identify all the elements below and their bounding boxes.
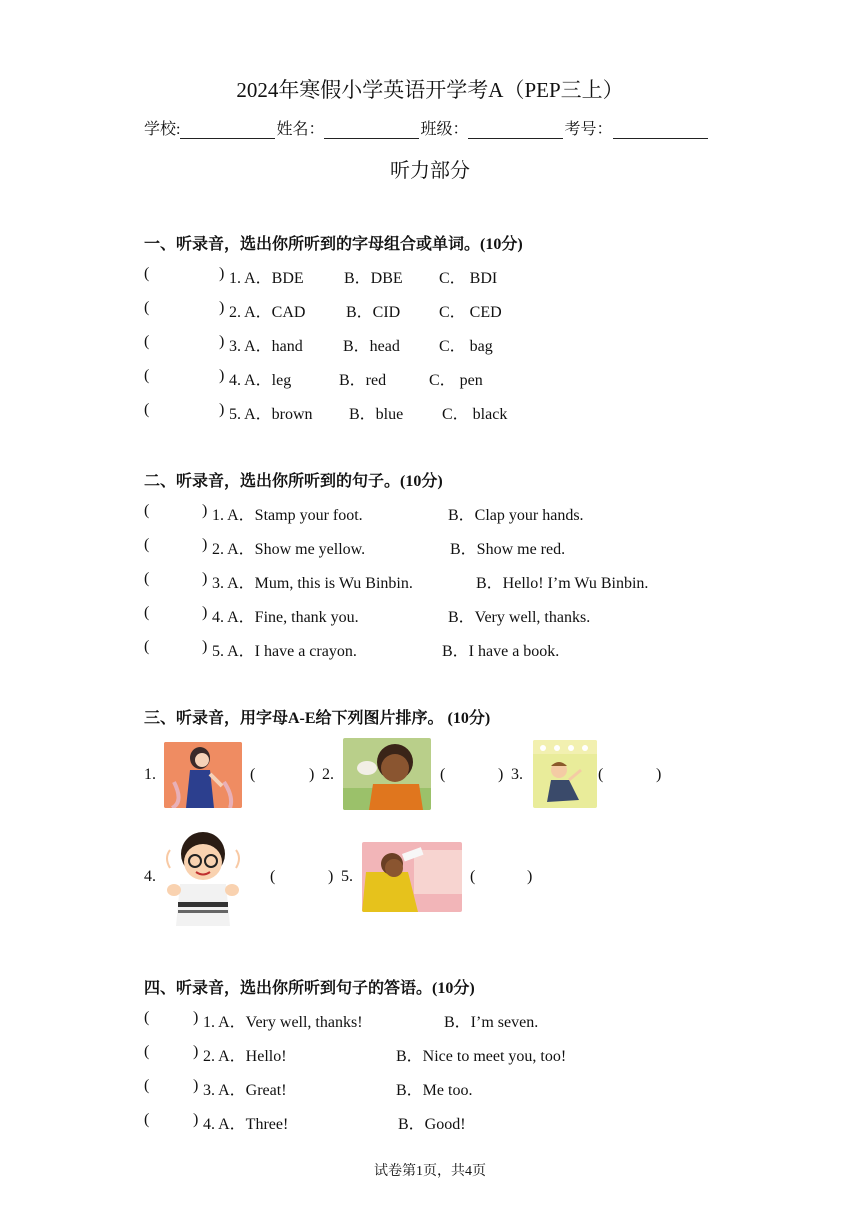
- picture-label-2: 2.: [322, 766, 334, 783]
- option-b: B．I have a book.: [442, 643, 560, 660]
- class-blank[interactable]: [468, 120, 563, 139]
- class-label: 班级：: [420, 121, 469, 138]
- boy-with-glasses-picture: [162, 828, 244, 926]
- answer-open-paren: (: [440, 766, 446, 783]
- option-c: C． pen: [429, 372, 483, 389]
- option-b: B．Very well, thanks.: [448, 609, 591, 626]
- name-label: 姓名：: [276, 121, 325, 138]
- number-label: 考号：: [564, 121, 613, 138]
- option-c: C． black: [442, 406, 508, 423]
- option-b: B．red: [339, 372, 387, 389]
- option-a: 1. A．BDE: [229, 270, 304, 287]
- school-blank[interactable]: [180, 120, 275, 139]
- answer-close-paren: ): [193, 1043, 199, 1060]
- answer-close-paren: ): [193, 1077, 199, 1094]
- answer-open-paren: (: [250, 766, 256, 783]
- option-c: C． CED: [439, 304, 502, 321]
- section1-heading: 一、听录音，选出你所听到的字母组合或单词。(10分): [144, 236, 523, 253]
- answer-open-paren: (: [144, 1009, 150, 1026]
- option-b: B．DBE: [344, 270, 403, 287]
- answer-open-paren: (: [144, 502, 150, 519]
- option-a: 5. A．I have a crayon.: [212, 643, 357, 660]
- answer-open-paren: (: [144, 333, 150, 350]
- option-b: B．blue: [349, 406, 404, 423]
- answer-close-paren: ): [202, 570, 208, 587]
- option-b: B．Me too.: [396, 1082, 473, 1099]
- answer-close-paren: ): [219, 265, 225, 282]
- answer-open-paren: (: [144, 1077, 150, 1094]
- option-b: B．Nice to meet you, too!: [396, 1048, 567, 1065]
- section4-heading: 四、听录音，选出你所听到句子的答语。(10分): [144, 980, 475, 997]
- answer-open-paren: (: [144, 604, 150, 621]
- page-footer: 试卷第1页，共4页: [374, 1164, 486, 1179]
- answer-close-paren: ): [193, 1111, 199, 1128]
- picture-label-3: 3.: [511, 766, 523, 783]
- option-a: 2. A．CAD: [229, 304, 306, 321]
- section2-heading: 二、听录音，选出你所听到的句子。(10分): [144, 473, 443, 490]
- option-a: 4. A．Three!: [203, 1116, 289, 1133]
- answer-open-paren: (: [144, 401, 150, 418]
- option-b: B．CID: [346, 304, 401, 321]
- answer-open-paren: (: [144, 265, 150, 282]
- answer-open-paren: (: [144, 1043, 150, 1060]
- answer-close-paren: ): [219, 367, 225, 384]
- answer-open-paren: (: [470, 868, 476, 885]
- answer-close-paren: ): [193, 1009, 199, 1026]
- answer-close-paren: ): [219, 299, 225, 316]
- number-blank[interactable]: [613, 120, 708, 139]
- option-c: C． BDI: [439, 270, 498, 287]
- option-a: 2. A．Hello!: [203, 1048, 287, 1065]
- option-b: B．I’m seven.: [444, 1014, 539, 1031]
- option-b: B．Hello! I’m Wu Binbin.: [476, 575, 649, 592]
- option-a: 4. A．Fine, thank you.: [212, 609, 359, 626]
- answer-open-paren: (: [144, 536, 150, 553]
- name-blank[interactable]: [324, 120, 419, 139]
- picture-label-5: 5.: [341, 868, 353, 885]
- answer-close-paren: ): [656, 766, 662, 783]
- option-b: B．Show me red.: [450, 541, 566, 558]
- answer-open-paren: (: [144, 367, 150, 384]
- section-part-title: 听力部分: [390, 160, 470, 182]
- boy-drinking-picture: [362, 842, 462, 912]
- exam-title: 2024年寒假小学英语开学考A（PEP三上）: [236, 78, 624, 102]
- boy-sneezing-picture: [343, 738, 431, 810]
- option-a: 1. A．Stamp your foot.: [212, 507, 363, 524]
- option-b: B．Good!: [398, 1116, 466, 1133]
- answer-open-paren: (: [144, 1111, 150, 1128]
- option-c: C． bag: [439, 338, 493, 355]
- option-a: 3. A．Great!: [203, 1082, 287, 1099]
- answer-close-paren: ): [527, 868, 533, 885]
- option-a: 4. A．leg: [229, 372, 292, 389]
- option-b: B．head: [343, 338, 400, 355]
- answer-close-paren: ): [498, 766, 504, 783]
- option-a: 1. A．Very well, thanks!: [203, 1014, 363, 1031]
- picture-label-4: 4.: [144, 868, 156, 885]
- answer-open-paren: (: [144, 299, 150, 316]
- answer-close-paren: ): [328, 868, 334, 885]
- answer-close-paren: ): [202, 502, 208, 519]
- answer-open-paren: (: [598, 766, 604, 783]
- answer-close-paren: ): [202, 604, 208, 621]
- answer-open-paren: (: [144, 570, 150, 587]
- school-label: 学校:: [144, 121, 181, 138]
- girl-dancing-picture: [164, 742, 242, 808]
- girl-sitting-picture: [533, 740, 597, 808]
- section3-heading: 三、听录音，用字母A-E给下列图片排序。 (10分): [144, 710, 491, 727]
- answer-close-paren: ): [202, 536, 208, 553]
- option-a: 3. A．Mum, this is Wu Binbin.: [212, 575, 413, 592]
- answer-open-paren: (: [270, 868, 276, 885]
- answer-close-paren: ): [309, 766, 315, 783]
- option-a: 2. A．Show me yellow.: [212, 541, 366, 558]
- answer-close-paren: ): [219, 401, 225, 418]
- option-a: 3. A．hand: [229, 338, 303, 355]
- student-info-line: [144, 116, 709, 139]
- answer-open-paren: (: [144, 638, 150, 655]
- picture-label-1: 1.: [144, 766, 156, 783]
- option-a: 5. A．brown: [229, 406, 313, 423]
- answer-close-paren: ): [202, 638, 208, 655]
- option-b: B．Clap your hands.: [448, 507, 584, 524]
- answer-close-paren: ): [219, 333, 225, 350]
